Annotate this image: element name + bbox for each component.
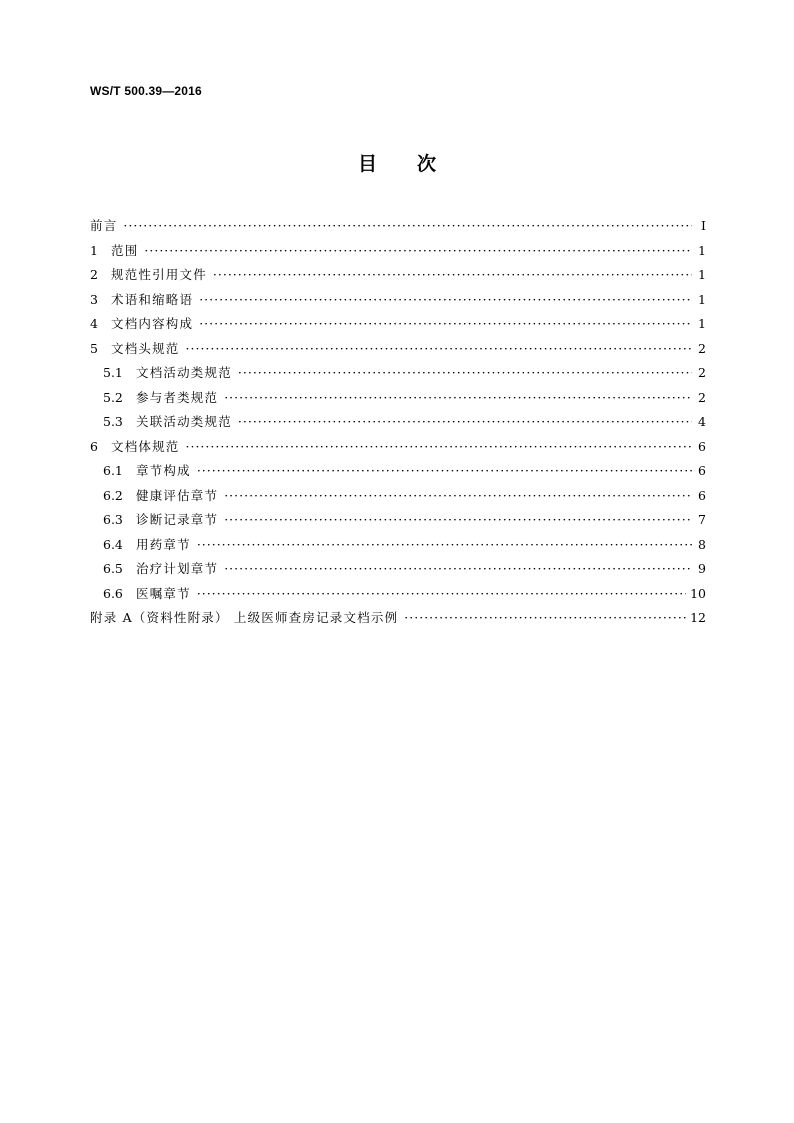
toc-dot-leader [123, 218, 692, 233]
toc-entry-number: 3 [90, 291, 98, 307]
toc-entry-label: 术语和缩略语 [111, 291, 194, 307]
toc-entry-number: 4 [90, 316, 98, 331]
toc-dot-leader [199, 316, 692, 331]
page-title [0, 150, 794, 178]
toc-entry-3[interactable] [90, 290, 706, 315]
toc-page-number: 2 [698, 389, 706, 405]
toc-dot-leader [404, 610, 686, 625]
toc-page-number: 8 [698, 536, 706, 552]
toc-entry-label: 用药章节 [136, 536, 191, 552]
toc-dot-leader [238, 365, 692, 380]
toc-page-number: 1 [698, 291, 706, 307]
toc-dot-leader [197, 586, 686, 601]
toc-page-number: 1 [698, 242, 706, 258]
toc-entry-number: 2 [90, 267, 98, 282]
toc-dot-leader [199, 292, 692, 307]
toc-entry-label: 文档体规范 [111, 438, 180, 454]
toc-entry-label: 健康评估章节 [136, 487, 219, 503]
toc-entry-label: 附录 A（资料性附录） 上级医师查房记录文档示例 [90, 610, 399, 625]
document-code: WS/T 500.39—2016 [90, 84, 202, 98]
toc-entry-label: 文档头规范 [111, 340, 180, 356]
toc-entry-6-6[interactable] [90, 584, 706, 609]
toc-entry-6-3[interactable] [90, 510, 706, 535]
title-char-2: 次 [417, 153, 437, 175]
toc-entry-number: 5.3 [103, 414, 123, 429]
toc-entry-label: 文档内容构成 [111, 316, 194, 331]
toc-page-number: I [701, 218, 706, 233]
toc-page-number: 2 [698, 365, 706, 380]
toc-dot-leader [197, 463, 692, 478]
toc-entry-number: 6.1 [103, 463, 123, 478]
toc-entry-preface[interactable] [90, 216, 706, 241]
toc-dot-leader [186, 341, 692, 356]
toc-entry-number: 6.4 [103, 536, 123, 552]
toc-entry-5-2[interactable] [90, 388, 706, 413]
toc-page-number: 6 [698, 438, 706, 454]
toc-entry-6[interactable] [90, 437, 706, 462]
toc-page-number: 10 [690, 585, 706, 601]
toc-entry-4[interactable] [90, 314, 706, 339]
toc-entry-label: 前言 [90, 218, 118, 233]
toc-dot-leader [213, 267, 692, 282]
toc-page-number: 1 [698, 316, 706, 331]
toc-entry-number: 6.3 [103, 512, 123, 527]
toc-entry-5-3[interactable] [90, 412, 706, 437]
toc-entry-number: 6 [90, 438, 98, 454]
toc-entry-label: 章节构成 [136, 463, 191, 478]
toc-dot-leader [224, 390, 692, 405]
toc-page-number: 6 [698, 463, 706, 478]
toc-entry-label: 规范性引用文件 [111, 267, 207, 282]
toc-page-number: 12 [690, 610, 706, 625]
toc-dot-leader [238, 414, 692, 429]
toc-page-number: 7 [698, 512, 706, 527]
toc-entry-label: 范围 [111, 242, 139, 258]
toc-entry-6-4[interactable] [90, 535, 706, 560]
toc-entry-label: 文档活动类规范 [136, 365, 232, 380]
toc-page-number: 4 [698, 414, 706, 429]
toc-entry-label: 诊断记录章节 [136, 512, 219, 527]
toc-entry-number: 5.1 [103, 365, 123, 380]
toc-entry-2[interactable] [90, 265, 706, 290]
toc-entry-number: 6.6 [103, 585, 123, 601]
toc-dot-leader [186, 439, 692, 454]
toc-entry-6-1[interactable] [90, 461, 706, 486]
toc-entry-number: 5.2 [103, 389, 123, 405]
toc-page-number: 2 [698, 340, 706, 356]
toc-page-number: 6 [698, 487, 706, 503]
toc-entry-6-2[interactable] [90, 486, 706, 511]
toc-entry-label: 医嘱章节 [136, 585, 191, 601]
toc-entry-6-5[interactable] [90, 559, 706, 584]
toc-entry-number: 5 [90, 340, 98, 356]
toc-entry-5-1[interactable] [90, 363, 706, 388]
toc-dot-leader [224, 512, 692, 527]
toc-entry-number: 6.2 [103, 487, 123, 503]
toc-page-number: 9 [698, 561, 706, 576]
toc-entry-5[interactable] [90, 339, 706, 364]
toc-dot-leader [224, 488, 692, 503]
toc-entry-label: 参与者类规范 [136, 389, 219, 405]
table-of-contents [90, 216, 706, 633]
toc-entry-label: 治疗计划章节 [136, 561, 219, 576]
toc-entry-number: 1 [90, 242, 98, 258]
toc-dot-leader [197, 537, 692, 552]
title-char-1: 目 [357, 153, 377, 175]
toc-entry-label: 关联活动类规范 [136, 414, 232, 429]
toc-dot-leader [224, 561, 692, 576]
toc-entry-number: 6.5 [103, 561, 123, 576]
toc-dot-leader [144, 243, 692, 258]
toc-page-number: 1 [698, 267, 706, 282]
toc-entry-1[interactable] [90, 241, 706, 266]
toc-entry-appendix-a[interactable] [90, 608, 706, 633]
